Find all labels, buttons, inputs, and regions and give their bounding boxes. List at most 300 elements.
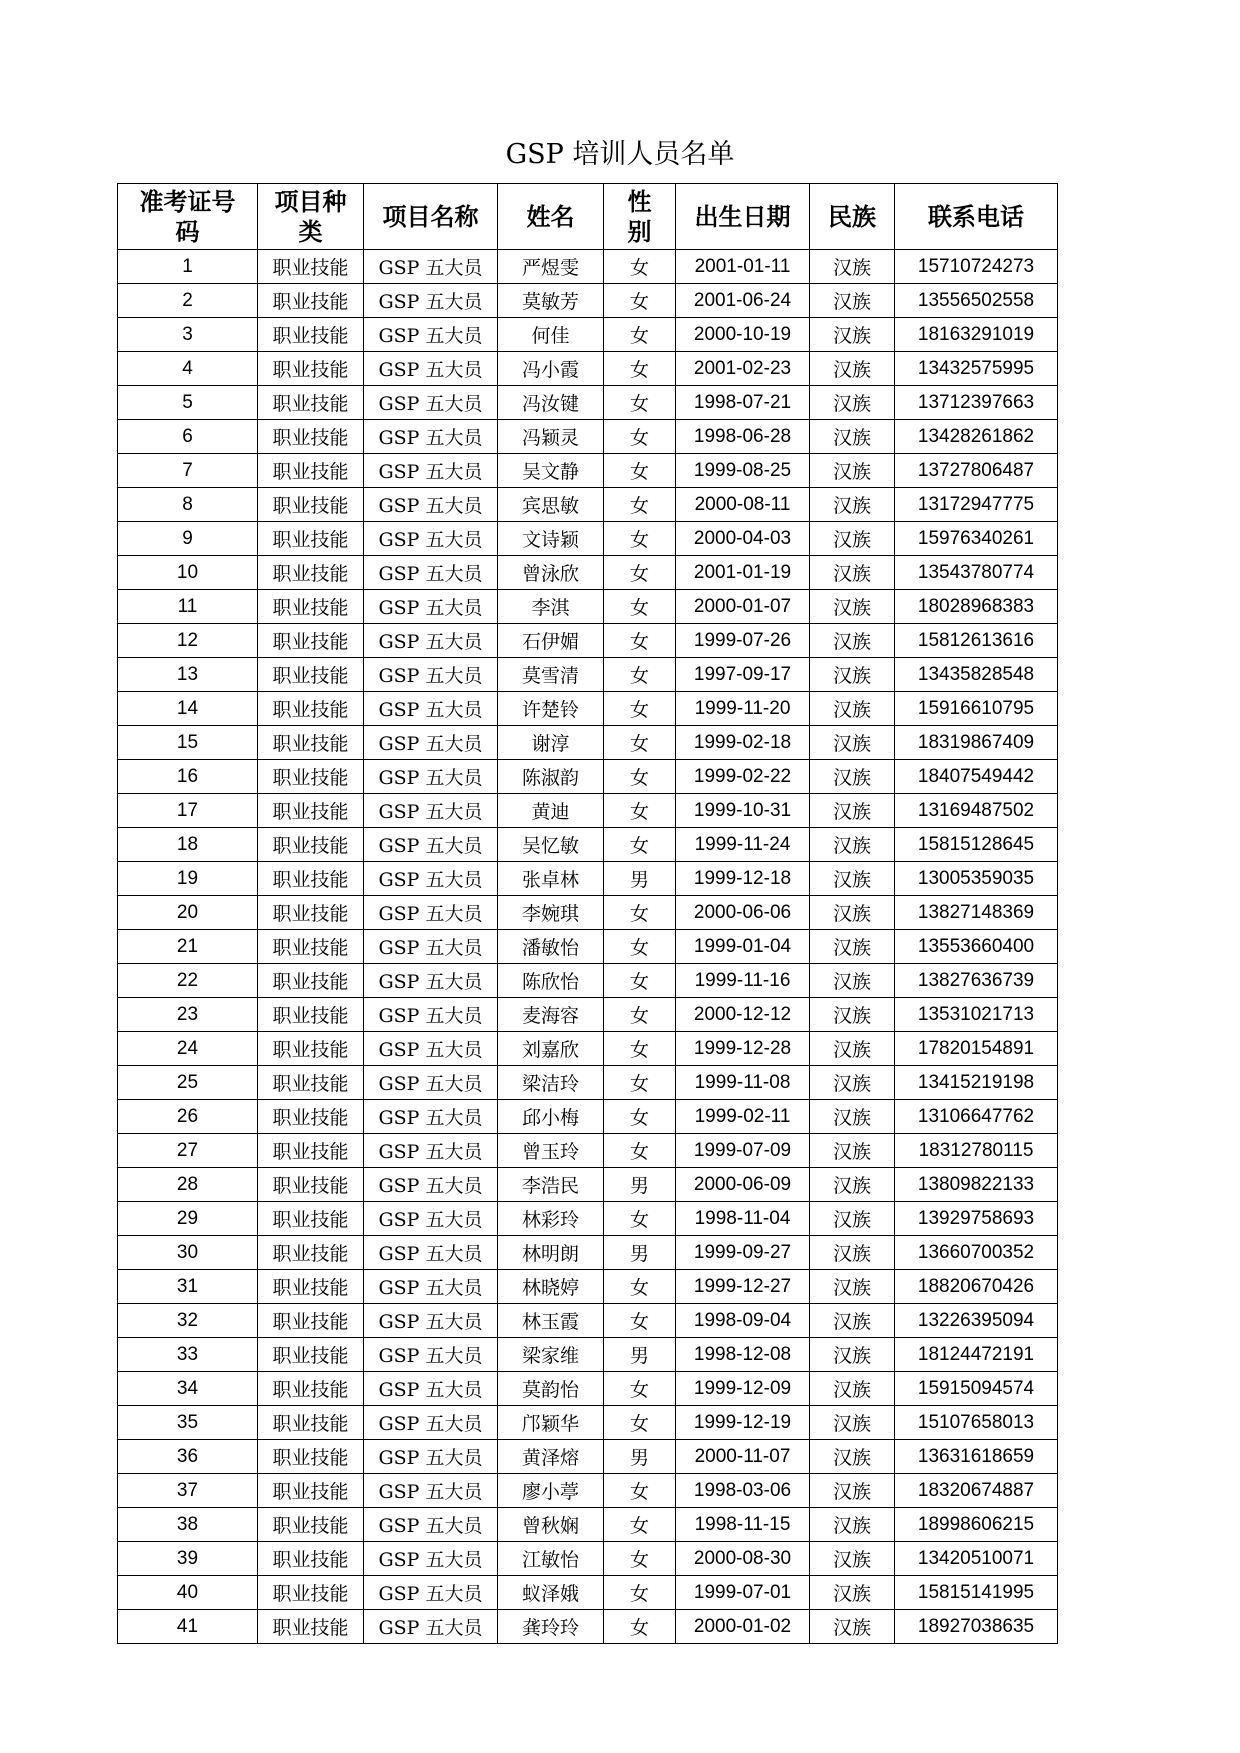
cell-project-name: GSP 五大员 — [364, 454, 498, 488]
table-row — [118, 590, 1058, 624]
table-row — [118, 1542, 1058, 1576]
cell-gender: 女 — [604, 1032, 676, 1066]
cell-project-name: GSP 五大员 — [364, 1270, 498, 1304]
cell-gender: 女 — [604, 522, 676, 556]
cell-birth-date: 1998-12-08 — [676, 1338, 810, 1372]
cell-project-name: GSP 五大员 — [364, 760, 498, 794]
header-ethnicity: 民族 — [810, 184, 895, 250]
table-row — [118, 692, 1058, 726]
cell-name: 林玉霞 — [498, 1304, 604, 1338]
cell-project-name: GSP 五大员 — [364, 828, 498, 862]
cell-birth-date: 1999-12-28 — [676, 1032, 810, 1066]
header-line: 项目种 — [274, 187, 347, 216]
cell-ethnicity: 汉族 — [810, 624, 895, 658]
cell-phone: 15815141995 — [895, 1576, 1058, 1610]
table-row — [118, 1474, 1058, 1508]
cell-exam-id: 23 — [118, 998, 258, 1032]
cell-project-name: GSP 五大员 — [364, 522, 498, 556]
cell-gender: 男 — [604, 1236, 676, 1270]
header-line: 别 — [627, 217, 652, 246]
cell-name: 严煜雯 — [498, 250, 604, 284]
cell-birth-date: 2000-04-03 — [676, 522, 810, 556]
cell-name: 陈欣怡 — [498, 964, 604, 998]
cell-phone: 15815128645 — [895, 828, 1058, 862]
cell-project-name: GSP 五大员 — [364, 318, 498, 352]
cell-project-type: 职业技能 — [258, 250, 364, 284]
table-row — [118, 862, 1058, 896]
cell-gender: 女 — [604, 250, 676, 284]
cell-name: 江敏怡 — [498, 1542, 604, 1576]
cell-project-type: 职业技能 — [258, 930, 364, 964]
cell-phone: 18407549442 — [895, 760, 1058, 794]
table-row — [118, 1576, 1058, 1610]
cell-ethnicity: 汉族 — [810, 760, 895, 794]
cell-phone: 13226395094 — [895, 1304, 1058, 1338]
cell-project-name: GSP 五大员 — [364, 964, 498, 998]
cell-exam-id: 33 — [118, 1338, 258, 1372]
cell-project-type: 职业技能 — [258, 1236, 364, 1270]
cell-ethnicity: 汉族 — [810, 386, 895, 420]
table-row — [118, 318, 1058, 352]
table-row — [118, 1236, 1058, 1270]
cell-project-name: GSP 五大员 — [364, 1100, 498, 1134]
cell-phone: 13169487502 — [895, 794, 1058, 828]
cell-gender: 女 — [604, 1372, 676, 1406]
cell-gender: 女 — [604, 692, 676, 726]
cell-birth-date: 1999-07-26 — [676, 624, 810, 658]
cell-project-name: GSP 五大员 — [364, 590, 498, 624]
cell-project-type: 职业技能 — [258, 692, 364, 726]
cell-birth-date: 1999-01-04 — [676, 930, 810, 964]
cell-birth-date: 2001-02-23 — [676, 352, 810, 386]
cell-ethnicity: 汉族 — [810, 1474, 895, 1508]
cell-phone: 13631618659 — [895, 1440, 1058, 1474]
cell-phone: 13432575995 — [895, 352, 1058, 386]
cell-name: 李淇 — [498, 590, 604, 624]
cell-exam-id: 27 — [118, 1134, 258, 1168]
cell-gender: 女 — [604, 1406, 676, 1440]
cell-birth-date: 1999-07-01 — [676, 1576, 810, 1610]
cell-name: 林明朗 — [498, 1236, 604, 1270]
cell-project-type: 职业技能 — [258, 1610, 364, 1644]
cell-gender: 女 — [604, 1270, 676, 1304]
cell-name: 宾思敏 — [498, 488, 604, 522]
cell-phone: 13660700352 — [895, 1236, 1058, 1270]
table-row — [118, 760, 1058, 794]
cell-project-type: 职业技能 — [258, 386, 364, 420]
cell-phone: 15107658013 — [895, 1406, 1058, 1440]
cell-name: 许楚铃 — [498, 692, 604, 726]
cell-birth-date: 1998-11-15 — [676, 1508, 810, 1542]
cell-project-name: GSP 五大员 — [364, 1032, 498, 1066]
cell-name: 麦海容 — [498, 998, 604, 1032]
cell-project-type: 职业技能 — [258, 658, 364, 692]
cell-project-type: 职业技能 — [258, 1372, 364, 1406]
cell-phone: 17820154891 — [895, 1032, 1058, 1066]
cell-project-type: 职业技能 — [258, 726, 364, 760]
cell-project-type: 职业技能 — [258, 1100, 364, 1134]
header-birth-date: 出生日期 — [676, 184, 810, 250]
cell-project-name: GSP 五大员 — [364, 1440, 498, 1474]
cell-birth-date: 1998-03-06 — [676, 1474, 810, 1508]
cell-phone: 15812613616 — [895, 624, 1058, 658]
table-row — [118, 1372, 1058, 1406]
cell-ethnicity: 汉族 — [810, 1066, 895, 1100]
cell-exam-id: 9 — [118, 522, 258, 556]
cell-project-type: 职业技能 — [258, 1576, 364, 1610]
cell-phone: 18028968383 — [895, 590, 1058, 624]
cell-name: 莫敏芳 — [498, 284, 604, 318]
cell-gender: 女 — [604, 896, 676, 930]
cell-exam-id: 5 — [118, 386, 258, 420]
cell-phone: 13531021713 — [895, 998, 1058, 1032]
cell-exam-id: 32 — [118, 1304, 258, 1338]
cell-project-type: 职业技能 — [258, 1338, 364, 1372]
cell-phone: 13420510071 — [895, 1542, 1058, 1576]
cell-birth-date: 1999-07-09 — [676, 1134, 810, 1168]
cell-birth-date: 2000-10-19 — [676, 318, 810, 352]
table-row — [118, 250, 1058, 284]
cell-ethnicity: 汉族 — [810, 1406, 895, 1440]
cell-project-name: GSP 五大员 — [364, 1372, 498, 1406]
cell-name: 梁洁玲 — [498, 1066, 604, 1100]
cell-gender: 女 — [604, 624, 676, 658]
cell-birth-date: 1999-09-27 — [676, 1236, 810, 1270]
cell-name: 李浩民 — [498, 1168, 604, 1202]
cell-phone: 13809822133 — [895, 1168, 1058, 1202]
cell-birth-date: 1999-12-19 — [676, 1406, 810, 1440]
cell-ethnicity: 汉族 — [810, 420, 895, 454]
table-row — [118, 1032, 1058, 1066]
cell-exam-id: 39 — [118, 1542, 258, 1576]
cell-exam-id: 7 — [118, 454, 258, 488]
cell-birth-date: 1999-11-24 — [676, 828, 810, 862]
table-row — [118, 1440, 1058, 1474]
table-row — [118, 352, 1058, 386]
cell-ethnicity: 汉族 — [810, 1134, 895, 1168]
header-line: 准考证号 — [139, 187, 236, 216]
cell-gender: 女 — [604, 590, 676, 624]
cell-gender: 女 — [604, 1066, 676, 1100]
cell-project-name: GSP 五大员 — [364, 794, 498, 828]
cell-gender: 女 — [604, 828, 676, 862]
cell-birth-date: 2000-08-11 — [676, 488, 810, 522]
cell-project-type: 职业技能 — [258, 318, 364, 352]
cell-gender: 女 — [604, 284, 676, 318]
cell-project-type: 职业技能 — [258, 488, 364, 522]
cell-name: 谢淳 — [498, 726, 604, 760]
cell-project-type: 职业技能 — [258, 590, 364, 624]
cell-project-type: 职业技能 — [258, 828, 364, 862]
table-row — [118, 522, 1058, 556]
cell-ethnicity: 汉族 — [810, 726, 895, 760]
header-row — [118, 184, 1058, 250]
cell-birth-date: 1998-11-04 — [676, 1202, 810, 1236]
cell-phone: 13727806487 — [895, 454, 1058, 488]
cell-exam-id: 29 — [118, 1202, 258, 1236]
cell-birth-date: 2000-06-09 — [676, 1168, 810, 1202]
cell-birth-date: 2001-01-19 — [676, 556, 810, 590]
cell-birth-date: 2000-12-12 — [676, 998, 810, 1032]
cell-exam-id: 10 — [118, 556, 258, 590]
table-row — [118, 1610, 1058, 1644]
cell-birth-date: 1999-02-18 — [676, 726, 810, 760]
cell-project-type: 职业技能 — [258, 556, 364, 590]
cell-ethnicity: 汉族 — [810, 930, 895, 964]
roster-table — [117, 183, 1058, 1644]
cell-ethnicity: 汉族 — [810, 862, 895, 896]
table-row — [118, 420, 1058, 454]
cell-birth-date: 2000-06-06 — [676, 896, 810, 930]
cell-gender: 女 — [604, 794, 676, 828]
cell-gender: 女 — [604, 454, 676, 488]
cell-name: 林晓婷 — [498, 1270, 604, 1304]
cell-project-name: GSP 五大员 — [364, 284, 498, 318]
cell-gender: 女 — [604, 930, 676, 964]
cell-project-name: GSP 五大员 — [364, 1338, 498, 1372]
cell-gender: 女 — [604, 1576, 676, 1610]
cell-phone: 18998606215 — [895, 1508, 1058, 1542]
table-row — [118, 896, 1058, 930]
cell-exam-id: 34 — [118, 1372, 258, 1406]
roster-body — [118, 250, 1058, 1644]
cell-gender: 男 — [604, 1440, 676, 1474]
table-row — [118, 1270, 1058, 1304]
cell-name: 曾玉玲 — [498, 1134, 604, 1168]
cell-project-type: 职业技能 — [258, 352, 364, 386]
cell-project-type: 职业技能 — [258, 1508, 364, 1542]
header-line: 类 — [298, 217, 323, 246]
cell-project-name: GSP 五大员 — [364, 1236, 498, 1270]
table-row — [118, 386, 1058, 420]
cell-exam-id: 4 — [118, 352, 258, 386]
table-row — [118, 828, 1058, 862]
cell-phone: 13005359035 — [895, 862, 1058, 896]
cell-gender: 女 — [604, 556, 676, 590]
cell-gender: 女 — [604, 1508, 676, 1542]
cell-project-name: GSP 五大员 — [364, 998, 498, 1032]
cell-ethnicity: 汉族 — [810, 1304, 895, 1338]
cell-exam-id: 1 — [118, 250, 258, 284]
header-project-name: 项目名称 — [364, 184, 498, 250]
cell-ethnicity: 汉族 — [810, 454, 895, 488]
cell-name: 龚玲玲 — [498, 1610, 604, 1644]
cell-exam-id: 6 — [118, 420, 258, 454]
cell-exam-id: 24 — [118, 1032, 258, 1066]
cell-project-type: 职业技能 — [258, 1440, 364, 1474]
cell-project-name: GSP 五大员 — [364, 1202, 498, 1236]
cell-ethnicity: 汉族 — [810, 896, 895, 930]
cell-ethnicity: 汉族 — [810, 1508, 895, 1542]
cell-phone: 18320674887 — [895, 1474, 1058, 1508]
cell-birth-date: 1997-09-17 — [676, 658, 810, 692]
cell-ethnicity: 汉族 — [810, 590, 895, 624]
table-row — [118, 794, 1058, 828]
table-row — [118, 930, 1058, 964]
cell-project-name: GSP 五大员 — [364, 1576, 498, 1610]
cell-ethnicity: 汉族 — [810, 964, 895, 998]
cell-birth-date: 1999-12-27 — [676, 1270, 810, 1304]
cell-name: 吴文静 — [498, 454, 604, 488]
table-row — [118, 964, 1058, 998]
cell-project-name: GSP 五大员 — [364, 1168, 498, 1202]
table-row — [118, 1100, 1058, 1134]
cell-name: 刘嘉欣 — [498, 1032, 604, 1066]
cell-ethnicity: 汉族 — [810, 284, 895, 318]
cell-exam-id: 2 — [118, 284, 258, 318]
cell-project-name: GSP 五大员 — [364, 896, 498, 930]
table-row — [118, 1168, 1058, 1202]
cell-phone: 15710724273 — [895, 250, 1058, 284]
cell-phone: 13543780774 — [895, 556, 1058, 590]
cell-ethnicity: 汉族 — [810, 1372, 895, 1406]
cell-name: 李婉琪 — [498, 896, 604, 930]
cell-name: 黄泽熔 — [498, 1440, 604, 1474]
header-phone: 联系电话 — [895, 184, 1058, 250]
cell-project-name: GSP 五大员 — [364, 624, 498, 658]
cell-name: 潘敏怡 — [498, 930, 604, 964]
cell-phone: 18124472191 — [895, 1338, 1058, 1372]
cell-birth-date: 1999-10-31 — [676, 794, 810, 828]
cell-name: 莫雪清 — [498, 658, 604, 692]
cell-project-type: 职业技能 — [258, 1542, 364, 1576]
cell-exam-id: 22 — [118, 964, 258, 998]
table-row — [118, 556, 1058, 590]
cell-birth-date: 2000-01-02 — [676, 1610, 810, 1644]
cell-exam-id: 28 — [118, 1168, 258, 1202]
cell-name: 陈淑韵 — [498, 760, 604, 794]
cell-name: 梁家维 — [498, 1338, 604, 1372]
cell-exam-id: 16 — [118, 760, 258, 794]
cell-phone: 13172947775 — [895, 488, 1058, 522]
cell-exam-id: 11 — [118, 590, 258, 624]
cell-gender: 女 — [604, 1100, 676, 1134]
header-exam-id — [118, 184, 258, 250]
cell-project-name: GSP 五大员 — [364, 488, 498, 522]
cell-exam-id: 17 — [118, 794, 258, 828]
header-project-type — [258, 184, 364, 250]
cell-name: 文诗颖 — [498, 522, 604, 556]
cell-exam-id: 37 — [118, 1474, 258, 1508]
cell-phone: 15915094574 — [895, 1372, 1058, 1406]
cell-ethnicity: 汉族 — [810, 1236, 895, 1270]
cell-project-name: GSP 五大员 — [364, 1406, 498, 1440]
cell-project-name: GSP 五大员 — [364, 930, 498, 964]
cell-name: 黄迪 — [498, 794, 604, 828]
cell-exam-id: 30 — [118, 1236, 258, 1270]
cell-gender: 女 — [604, 386, 676, 420]
cell-gender: 男 — [604, 862, 676, 896]
cell-exam-id: 38 — [118, 1508, 258, 1542]
cell-exam-id: 21 — [118, 930, 258, 964]
cell-phone: 13428261862 — [895, 420, 1058, 454]
cell-project-name: GSP 五大员 — [364, 1474, 498, 1508]
cell-project-name: GSP 五大员 — [364, 1066, 498, 1100]
table-row — [118, 1304, 1058, 1338]
cell-name: 廖小葶 — [498, 1474, 604, 1508]
cell-gender: 女 — [604, 1542, 676, 1576]
cell-project-name: GSP 五大员 — [364, 420, 498, 454]
cell-gender: 女 — [604, 1202, 676, 1236]
cell-project-name: GSP 五大员 — [364, 1542, 498, 1576]
table-row — [118, 1066, 1058, 1100]
cell-name: 冯汝键 — [498, 386, 604, 420]
cell-ethnicity: 汉族 — [810, 488, 895, 522]
cell-phone: 18319867409 — [895, 726, 1058, 760]
cell-name: 林彩玲 — [498, 1202, 604, 1236]
cell-ethnicity: 汉族 — [810, 250, 895, 284]
table-row — [118, 658, 1058, 692]
cell-name: 何佳 — [498, 318, 604, 352]
cell-gender: 女 — [604, 420, 676, 454]
cell-project-type: 职业技能 — [258, 862, 364, 896]
cell-exam-id: 18 — [118, 828, 258, 862]
cell-project-name: GSP 五大员 — [364, 1304, 498, 1338]
cell-project-type: 职业技能 — [258, 794, 364, 828]
cell-phone: 18312780115 — [895, 1134, 1058, 1168]
cell-name: 邱小梅 — [498, 1100, 604, 1134]
cell-phone: 13827636739 — [895, 964, 1058, 998]
cell-ethnicity: 汉族 — [810, 556, 895, 590]
cell-project-type: 职业技能 — [258, 284, 364, 318]
cell-gender: 女 — [604, 352, 676, 386]
cell-gender: 女 — [604, 1134, 676, 1168]
table-row — [118, 998, 1058, 1032]
cell-exam-id: 31 — [118, 1270, 258, 1304]
cell-phone: 18163291019 — [895, 318, 1058, 352]
table-row — [118, 624, 1058, 658]
cell-name: 曾泳欣 — [498, 556, 604, 590]
cell-project-type: 职业技能 — [258, 1202, 364, 1236]
table-row — [118, 1508, 1058, 1542]
cell-phone: 15916610795 — [895, 692, 1058, 726]
cell-project-type: 职业技能 — [258, 1032, 364, 1066]
cell-project-name: GSP 五大员 — [364, 1134, 498, 1168]
header-name: 姓名 — [498, 184, 604, 250]
cell-ethnicity: 汉族 — [810, 318, 895, 352]
cell-project-name: GSP 五大员 — [364, 1508, 498, 1542]
cell-name: 邝颖华 — [498, 1406, 604, 1440]
header-gender — [604, 184, 676, 250]
cell-exam-id: 35 — [118, 1406, 258, 1440]
cell-project-name: GSP 五大员 — [364, 658, 498, 692]
cell-birth-date: 1999-11-20 — [676, 692, 810, 726]
cell-phone: 13553660400 — [895, 930, 1058, 964]
cell-phone: 18927038635 — [895, 1610, 1058, 1644]
cell-exam-id: 25 — [118, 1066, 258, 1100]
cell-name: 冯颖灵 — [498, 420, 604, 454]
cell-exam-id: 13 — [118, 658, 258, 692]
table-row — [118, 1406, 1058, 1440]
cell-exam-id: 3 — [118, 318, 258, 352]
cell-birth-date: 1999-11-08 — [676, 1066, 810, 1100]
table-row — [118, 454, 1058, 488]
cell-name: 曾秋娴 — [498, 1508, 604, 1542]
cell-project-name: GSP 五大员 — [364, 862, 498, 896]
cell-ethnicity: 汉族 — [810, 1542, 895, 1576]
cell-ethnicity: 汉族 — [810, 1168, 895, 1202]
cell-name: 莫韵怡 — [498, 1372, 604, 1406]
cell-birth-date: 1999-11-16 — [676, 964, 810, 998]
cell-birth-date: 2000-01-07 — [676, 590, 810, 624]
table-row — [118, 1202, 1058, 1236]
cell-ethnicity: 汉族 — [810, 1270, 895, 1304]
table-row — [118, 488, 1058, 522]
cell-project-name: GSP 五大员 — [364, 726, 498, 760]
cell-project-type: 职业技能 — [258, 896, 364, 930]
cell-phone: 18820670426 — [895, 1270, 1058, 1304]
cell-birth-date: 2000-08-30 — [676, 1542, 810, 1576]
